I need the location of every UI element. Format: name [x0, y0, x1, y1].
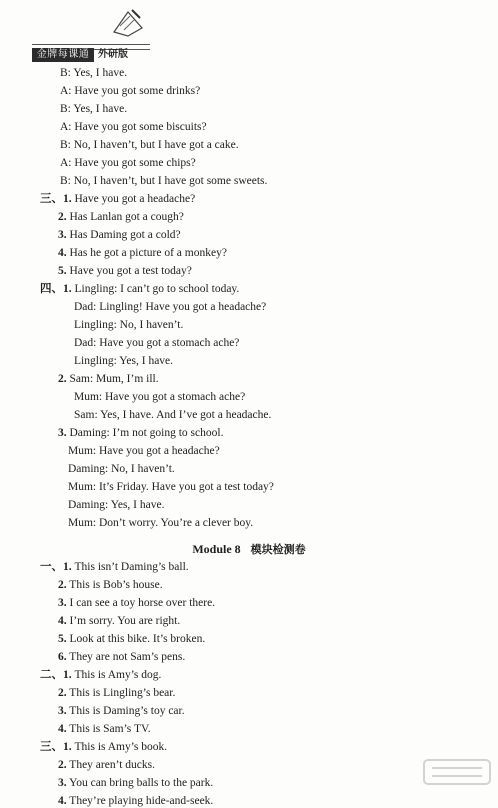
answer-text: Lingling: I can’t go to school today. — [71, 283, 240, 295]
answer-line — [68, 480, 274, 494]
answer-line — [68, 444, 220, 458]
answer-line — [74, 408, 271, 422]
answer-text: Sam: Mum, I’m ill. — [66, 373, 159, 385]
answer-line — [40, 192, 195, 206]
answer-text: Lingling: Yes, I have. — [74, 355, 174, 367]
answer-line — [60, 138, 239, 152]
item-number: 4. — [58, 795, 67, 807]
item-number: 三、1. — [40, 741, 72, 753]
answer-text: Dad: Have you got a stomach ache? — [74, 337, 240, 349]
item-number: 四、1. — [40, 283, 72, 295]
answer-text: Daming: No, I haven’t. — [68, 463, 175, 475]
item-number: 3. — [58, 597, 67, 609]
answer-text: This is Daming’s toy car. — [66, 705, 185, 717]
answer-line — [58, 722, 151, 736]
item-number: 2. — [58, 579, 67, 591]
answer-text: I can see a toy horse over there. — [66, 597, 216, 609]
answer-text: Mum: It’s Friday. Have you got a test today? — [68, 481, 274, 493]
item-number: 6. — [58, 651, 67, 663]
answer-text: Has Lanlan got a cough? — [66, 211, 184, 223]
answer-text: I’m sorry. You are right. — [66, 615, 181, 627]
item-number: 3. — [58, 427, 67, 439]
answer-text: They are not Sam’s pens. — [66, 651, 186, 663]
answer-text: B: No, I haven’t, but I have got a cake. — [60, 139, 239, 151]
answer-text: They’re playing hide-and-seek. — [66, 795, 214, 807]
module-heading — [0, 542, 498, 557]
item-number: 4. — [58, 723, 67, 735]
answer-text: Mum: Have you got a stomach ache? — [74, 391, 246, 403]
answer-line — [40, 282, 239, 296]
item-number: 一、1. — [40, 561, 72, 573]
answer-text: Lingling: No, I haven’t. — [74, 319, 184, 331]
answer-line — [58, 578, 163, 592]
answer-line — [60, 84, 200, 98]
answer-line — [68, 516, 253, 530]
answer-line — [58, 596, 215, 610]
answer-line — [58, 686, 175, 700]
item-number: 2. — [58, 759, 67, 771]
answer-text: Dad: Lingling! Have you got a headache? — [74, 301, 267, 313]
answer-text: You can bring balls to the park. — [66, 777, 214, 789]
answer-line — [60, 156, 196, 170]
answer-line — [74, 390, 245, 404]
answer-text: B: No, I haven’t, but I have got some sweets. — [60, 175, 268, 187]
item-number: 4. — [58, 615, 67, 627]
answer-text: Mum: Have you got a headache? — [68, 445, 220, 457]
answer-text: Have you got a test today? — [66, 265, 192, 277]
answer-line — [60, 66, 127, 80]
item-number: 2. — [58, 687, 67, 699]
item-number: 2. — [58, 211, 67, 223]
brand-label: 金牌每课通 — [32, 48, 94, 62]
answer-text: This isn’t Daming’s ball. — [71, 561, 189, 573]
answer-line — [68, 498, 164, 512]
item-number: 3. — [58, 777, 67, 789]
answer-line — [40, 560, 189, 574]
item-number: 5. — [58, 265, 67, 277]
answer-line — [58, 758, 155, 772]
answer-text: Has he got a picture of a monkey? — [66, 247, 227, 259]
answer-text: Look at this bike. It’s broken. — [66, 633, 206, 645]
answer-text: Have you got a headache? — [71, 193, 196, 205]
item-number: 4. — [58, 247, 67, 259]
answer-text: This is Amy’s book. — [71, 741, 168, 753]
answer-text: B: Yes, I have. — [60, 67, 128, 79]
answer-line — [58, 704, 185, 718]
answer-text: This is Lingling’s bear. — [66, 687, 176, 699]
answer-text: They aren’t ducks. — [66, 759, 155, 771]
item-number: 二、1. — [40, 669, 72, 681]
answer-text: Daming: I’m not going to school. — [66, 427, 224, 439]
answer-line — [58, 264, 192, 278]
answer-line — [40, 668, 161, 682]
answer-line — [58, 650, 185, 664]
answer-line — [58, 614, 180, 628]
answer-text: This is Amy’s dog. — [71, 669, 162, 681]
answer-text: Has Daming got a cold? — [66, 229, 181, 241]
answer-line — [58, 794, 213, 808]
answer-line — [58, 228, 181, 242]
answer-text: A: Have you got some drinks? — [60, 85, 201, 97]
answer-line — [68, 462, 175, 476]
answer-line — [40, 740, 167, 754]
item-number: 三、1. — [40, 193, 72, 205]
answer-line — [58, 372, 159, 386]
item-number: 3. — [58, 705, 67, 717]
answer-line — [74, 354, 173, 368]
module-title: Module 8 — [192, 542, 241, 556]
answer-line — [74, 336, 239, 350]
answer-text: Sam: Yes, I have. And I’ve got a headache. — [74, 409, 272, 421]
answer-line — [58, 632, 205, 646]
answer-text: This is Bob’s house. — [66, 579, 163, 591]
answer-text: B: Yes, I have. — [60, 103, 128, 115]
answer-line — [60, 174, 267, 188]
item-number: 3. — [58, 229, 67, 241]
answer-text: This is Sam’s TV. — [66, 723, 151, 735]
answer-line — [74, 318, 183, 332]
item-number: 5. — [58, 633, 67, 645]
answer-line — [60, 102, 127, 116]
answer-text: Daming: Yes, I have. — [68, 499, 165, 511]
answer-text: A: Have you got some biscuits? — [60, 121, 207, 133]
edition-label: 外研版 — [98, 49, 128, 60]
answer-text: A: Have you got some chips? — [60, 157, 196, 169]
answer-line — [60, 120, 207, 134]
item-number: 2. — [58, 373, 67, 385]
answer-text: Mum: Don’t worry. You’re a clever boy. — [68, 517, 254, 529]
answer-line — [58, 776, 213, 790]
answer-line — [58, 426, 223, 440]
module-subtitle: 模块检测卷 — [250, 543, 306, 556]
watermark-logo-icon — [422, 756, 492, 796]
answer-line — [58, 210, 184, 224]
answer-line — [58, 246, 227, 260]
answer-line — [74, 300, 266, 314]
